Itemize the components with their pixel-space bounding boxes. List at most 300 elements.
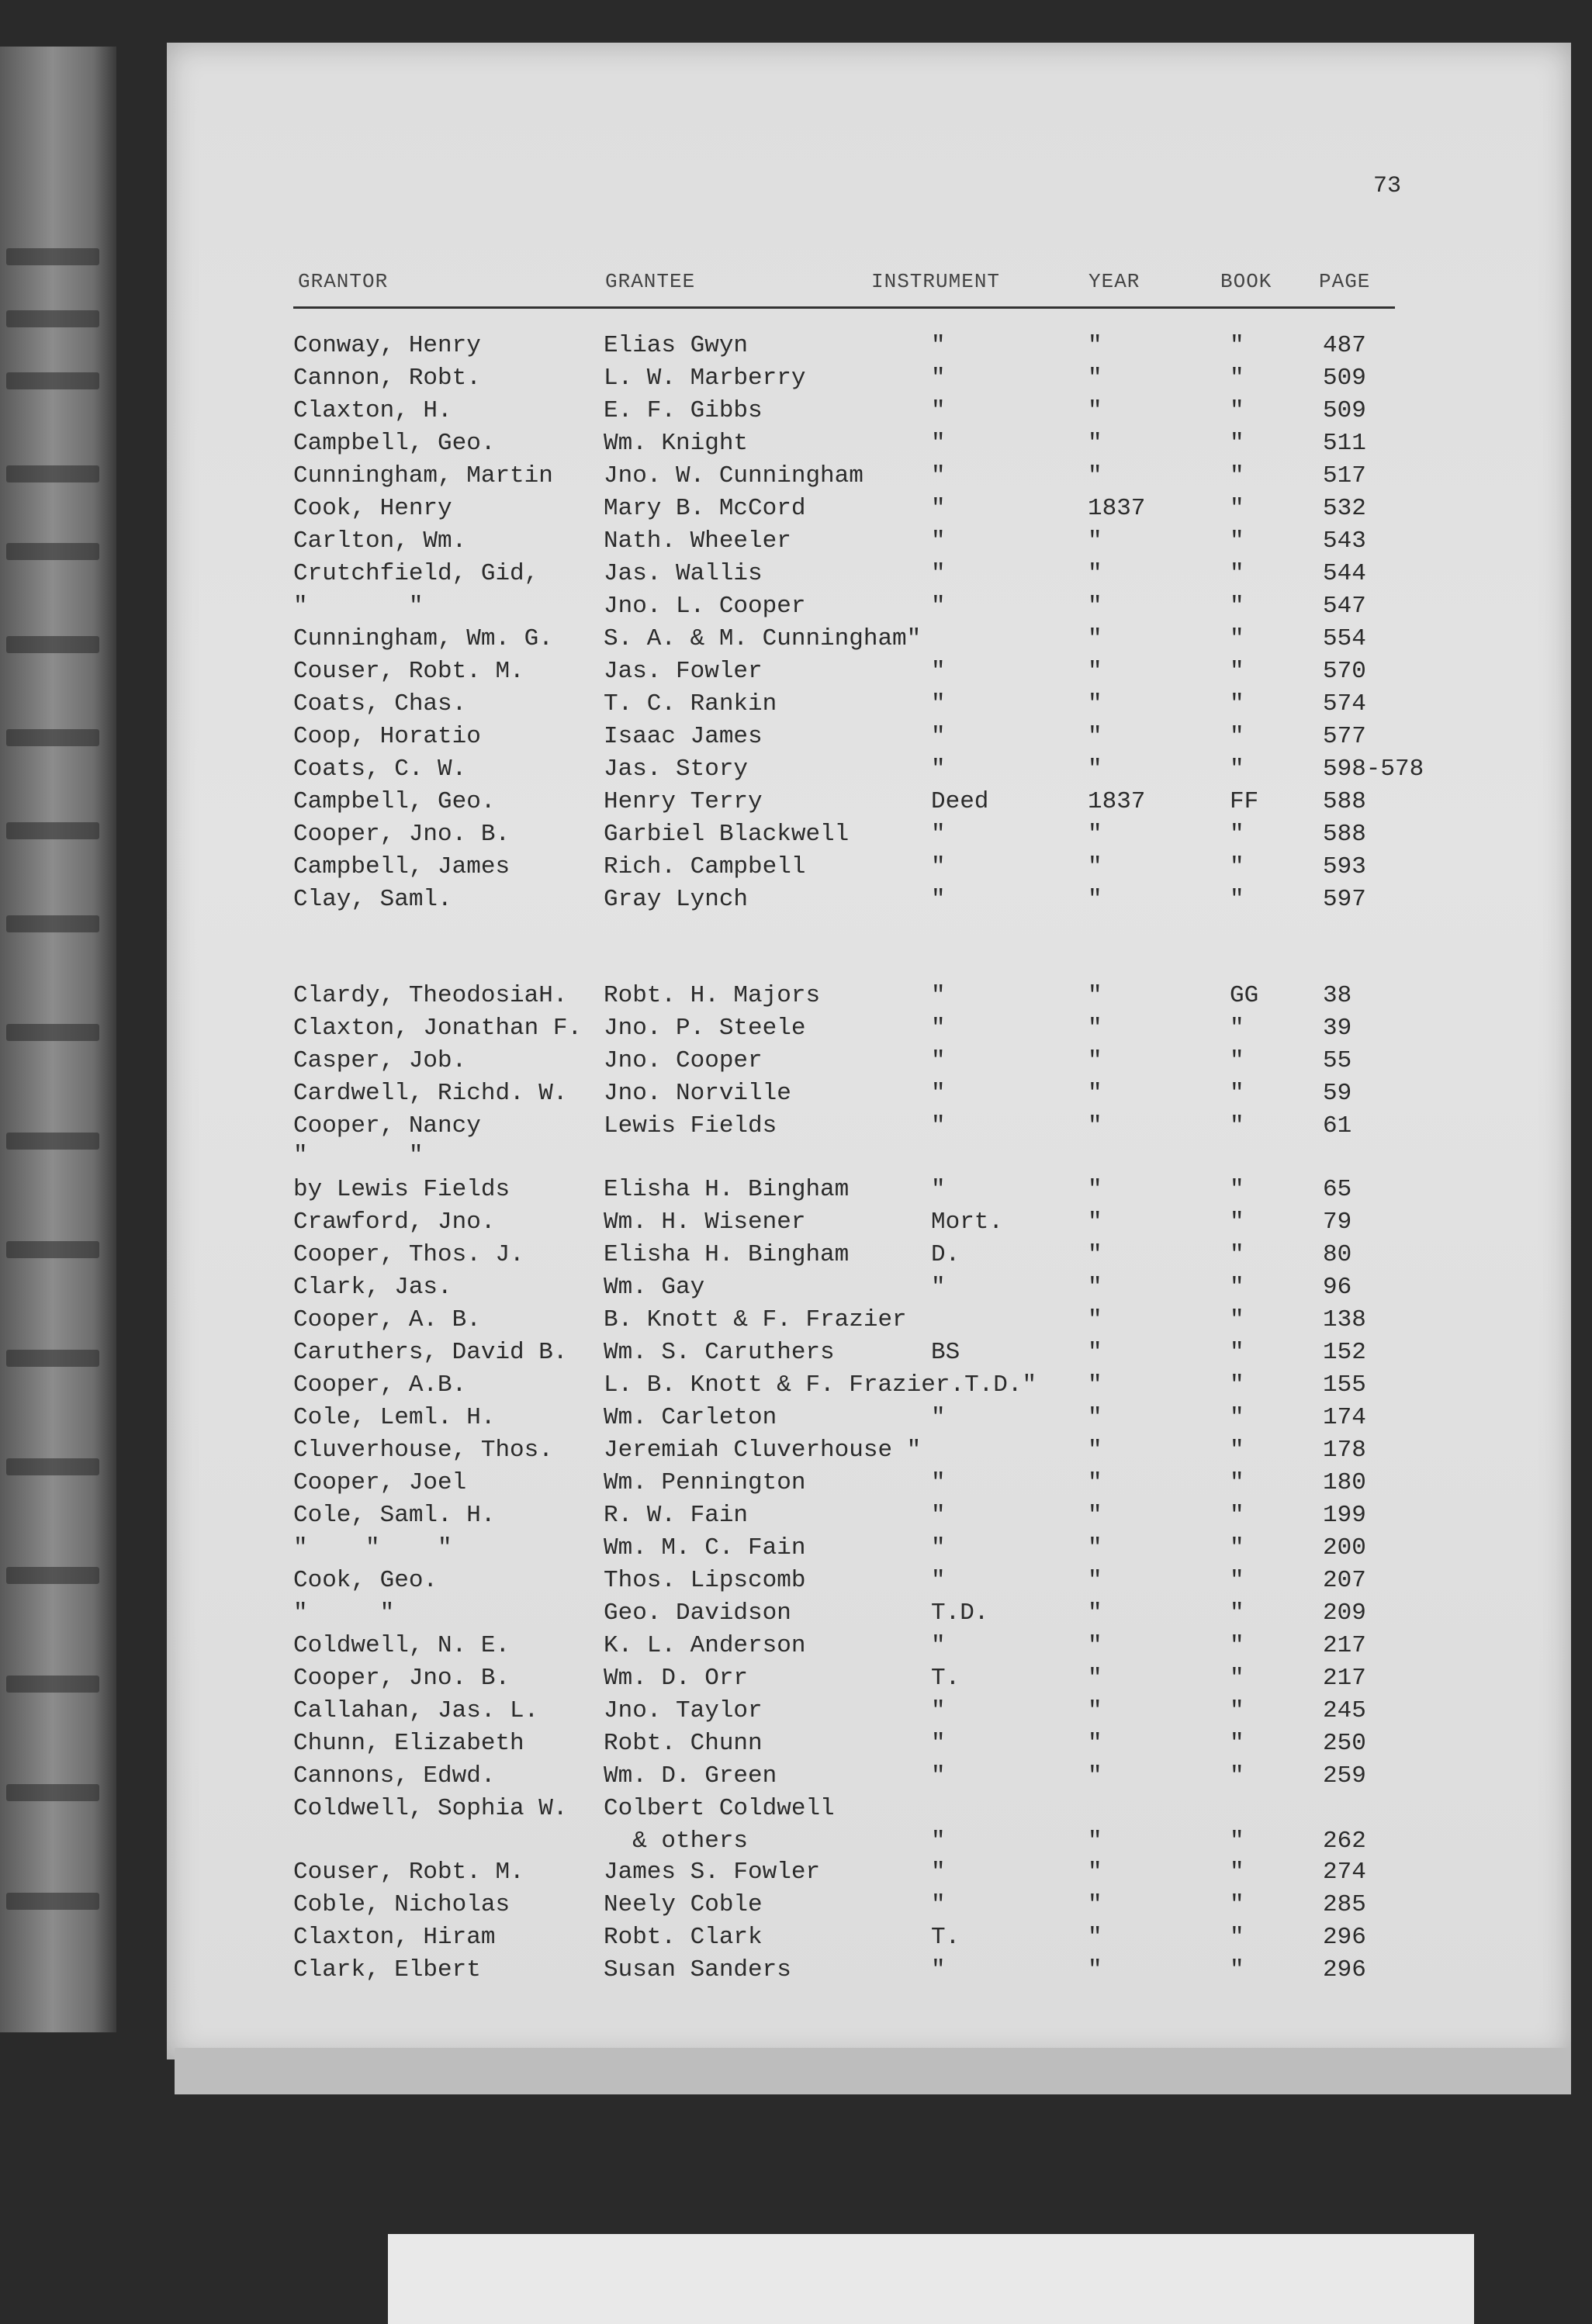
cell-instrument: " (931, 1469, 946, 1496)
cell-page: 511 (1323, 430, 1366, 457)
cell-instrument: " (931, 1730, 946, 1757)
cell-grantor: " " " (293, 1534, 452, 1561)
table-row (0, 366, 1474, 396)
cell-instrument: " (931, 886, 946, 913)
cell-grantee: L. B. Knott & F. Frazier.T.D." (604, 1371, 1037, 1399)
cell-page: 544 (1323, 560, 1366, 587)
table-row (0, 1275, 1474, 1305)
page-number: 73 (1373, 173, 1402, 199)
cell-page: 577 (1323, 723, 1366, 750)
cell-instrument: " (931, 527, 946, 555)
adjacent-page-text (6, 310, 99, 327)
cell-book: " (1230, 527, 1244, 555)
cell-instrument: " (931, 462, 946, 489)
cell-page: 59 (1323, 1080, 1352, 1107)
cell-book: " (1230, 1047, 1244, 1074)
cell-year: " (1088, 1567, 1102, 1594)
cell-year: " (1088, 1209, 1102, 1236)
cell-book: " (1230, 625, 1244, 652)
cell-book: " (1230, 1469, 1244, 1496)
table-row (0, 659, 1474, 689)
table-row (0, 594, 1474, 624)
cell-book: " (1230, 462, 1244, 489)
cell-year: " (1088, 1015, 1102, 1042)
cell-instrument: T.D. (931, 1599, 989, 1627)
cell-grantor: Cooper, A. B. (293, 1306, 481, 1333)
cell-grantee: Wm. M. C. Fain (604, 1534, 806, 1561)
cell-grantor: Coldwell, N. E. (293, 1632, 510, 1659)
column-header-row (293, 264, 1395, 309)
cell-year: 1837 (1088, 788, 1146, 815)
cell-grantor: Crutchfield, Gid, (293, 560, 539, 587)
cell-year: " (1088, 1956, 1102, 1983)
cell-year: " (1088, 1599, 1102, 1627)
cell-year: " (1088, 1080, 1102, 1107)
cell-page: 38 (1323, 982, 1352, 1009)
cell-book: " (1230, 397, 1244, 424)
cell-page: 180 (1323, 1469, 1366, 1496)
cell-grantee: Elias Gwyn (604, 332, 749, 359)
cell-grantee: Colbert Coldwell (604, 1795, 835, 1822)
cell-grantee: Jno. Taylor (604, 1697, 763, 1724)
cell-instrument: " (931, 1632, 946, 1659)
cell-page: 259 (1323, 1762, 1366, 1790)
header-grantor: GRANTOR (298, 270, 389, 293)
cell-instrument: " (931, 332, 946, 359)
cell-grantee: Nath. Wheeler (604, 527, 791, 555)
cell-page: 262 (1323, 1828, 1366, 1855)
cell-grantee: Jno. L. Cooper (604, 593, 806, 620)
cell-grantee: Wm. Carleton (604, 1404, 777, 1431)
cell-year: " (1088, 397, 1102, 424)
header-instrument: INSTRUMENT (871, 270, 1001, 293)
table-row (0, 334, 1474, 363)
table-row (0, 887, 1474, 917)
cell-book: " (1230, 1371, 1244, 1399)
cell-grantor: Coble, Nicholas (293, 1891, 510, 1918)
cell-instrument: BS (931, 1339, 960, 1366)
cell-instrument: Deed (931, 788, 989, 815)
cell-book: " (1230, 495, 1244, 522)
cell-grantee: Jno. Cooper (604, 1047, 763, 1074)
cell-grantee: Wm. D. Green (604, 1762, 777, 1790)
cell-grantor: Claxton, H. (293, 397, 452, 424)
table-row (0, 1666, 1474, 1696)
cell-grantee: Jno. Norville (604, 1080, 791, 1107)
cell-grantor: Couser, Robt. M. (293, 658, 524, 685)
table-row (0, 1143, 1474, 1173)
cell-page: 296 (1323, 1956, 1366, 1983)
cell-book: " (1230, 853, 1244, 880)
table-row (0, 1373, 1474, 1402)
cell-grantor: Crawford, Jno. (293, 1209, 496, 1236)
cell-grantee: S. A. & M. Cunningham" (604, 625, 922, 652)
cell-instrument: " (931, 821, 946, 848)
cell-instrument: " (931, 1112, 946, 1140)
table-row (0, 790, 1474, 819)
table-row (0, 1601, 1474, 1631)
header-year: YEAR (1088, 270, 1140, 293)
cell-book: " (1230, 1730, 1244, 1757)
cell-year: " (1088, 1404, 1102, 1431)
cell-grantee: Jno. P. Steele (604, 1015, 806, 1042)
cell-page: 96 (1323, 1274, 1352, 1301)
cell-instrument: " (931, 1176, 946, 1203)
cell-instrument: " (931, 1404, 946, 1431)
cell-page: 80 (1323, 1241, 1352, 1268)
cell-instrument: " (931, 1891, 946, 1918)
cell-instrument: " (931, 1567, 946, 1594)
cell-book: " (1230, 1176, 1244, 1203)
table-row (0, 562, 1474, 591)
cell-page: 200 (1323, 1534, 1366, 1561)
cell-page: 598-578 (1323, 756, 1424, 783)
cell-book: " (1230, 1437, 1244, 1464)
table-row (0, 1634, 1474, 1663)
cell-grantee: Wm. Knight (604, 430, 749, 457)
cell-grantor: Coop, Horatio (293, 723, 481, 750)
cell-grantee: Robt. Clark (604, 1924, 763, 1951)
table-row (0, 1340, 1474, 1370)
table-row (0, 855, 1474, 884)
table-row (0, 1958, 1474, 1987)
cell-instrument: " (931, 1956, 946, 1983)
cell-year: " (1088, 1176, 1102, 1203)
table-row (0, 627, 1474, 656)
cell-page: 199 (1323, 1502, 1366, 1529)
table-row (0, 1210, 1474, 1240)
cell-grantor: Coldwell, Sophia W. (293, 1795, 568, 1822)
cell-book: " (1230, 593, 1244, 620)
cell-book: " (1230, 1534, 1244, 1561)
table-row (0, 1829, 1474, 1859)
table-row (0, 1503, 1474, 1533)
cell-page: 547 (1323, 593, 1366, 620)
cell-year: " (1088, 593, 1102, 620)
cell-instrument: " (931, 1859, 946, 1886)
cell-grantee: Geo. Davidson (604, 1599, 791, 1627)
cell-grantee: & others (604, 1828, 749, 1855)
cell-year: " (1088, 560, 1102, 587)
cell-grantor: Cluverhouse, Thos. (293, 1437, 553, 1464)
cell-instrument: " (931, 430, 946, 457)
cell-page: 487 (1323, 332, 1366, 359)
cell-page: 217 (1323, 1632, 1366, 1659)
cell-year: " (1088, 658, 1102, 685)
cell-page: 217 (1323, 1665, 1366, 1692)
table-row (0, 1797, 1474, 1826)
cell-page: 588 (1323, 821, 1366, 848)
table-row (0, 1764, 1474, 1793)
cell-book: " (1230, 1209, 1244, 1236)
cell-book: " (1230, 1599, 1244, 1627)
cell-grantee: Jeremiah Cluverhouse " (604, 1437, 922, 1464)
cell-year: " (1088, 982, 1102, 1009)
cell-book: " (1230, 690, 1244, 718)
header-grantee: GRANTEE (605, 270, 696, 293)
cell-instrument: " (931, 1534, 946, 1561)
table-row (0, 1471, 1474, 1500)
cell-year: " (1088, 1762, 1102, 1790)
cell-instrument: " (931, 1828, 946, 1855)
cell-grantee: Robt. Chunn (604, 1730, 763, 1757)
cell-grantee: Lewis Fields (604, 1112, 777, 1140)
cell-page: 245 (1323, 1697, 1366, 1724)
adjacent-page-text (6, 248, 99, 265)
cell-grantor: Cardwell, Richd. W. (293, 1080, 568, 1107)
cell-instrument: " (931, 495, 946, 522)
table-row (0, 1049, 1474, 1078)
cell-grantee: Neely Coble (604, 1891, 763, 1918)
cell-book: " (1230, 365, 1244, 392)
cell-book: " (1230, 1241, 1244, 1268)
cell-page: 39 (1323, 1015, 1352, 1042)
cell-grantor: Campbell, Geo. (293, 788, 496, 815)
table-row (0, 1925, 1474, 1955)
cell-grantor: Cunningham, Wm. G. (293, 625, 553, 652)
cell-page: 574 (1323, 690, 1366, 718)
cell-page: 597 (1323, 886, 1366, 913)
cell-instrument: T. (931, 1924, 960, 1951)
cell-instrument: " (931, 1502, 946, 1529)
cell-grantor: " " (293, 1142, 424, 1169)
cell-instrument: " (931, 593, 946, 620)
cell-year: " (1088, 1697, 1102, 1724)
cell-instrument: " (931, 723, 946, 750)
cell-instrument: " (931, 658, 946, 685)
cell-book: " (1230, 1665, 1244, 1692)
cell-grantor: Claxton, Hiram (293, 1924, 496, 1951)
table-row (0, 1699, 1474, 1728)
cell-grantee: Gray Lynch (604, 886, 749, 913)
header-book: BOOK (1220, 270, 1272, 293)
cell-grantor: Caruthers, David B. (293, 1339, 568, 1366)
table-row (0, 1243, 1474, 1272)
table-row (0, 984, 1474, 1013)
cell-grantor: Cooper, Thos. J. (293, 1241, 524, 1268)
cell-year: " (1088, 1306, 1102, 1333)
cell-book: " (1230, 430, 1244, 457)
cell-grantor: Conway, Henry (293, 332, 481, 359)
cell-book: " (1230, 1891, 1244, 1918)
cell-grantee: Elisha H. Bingham (604, 1241, 850, 1268)
cell-grantee: Jas. Wallis (604, 560, 763, 587)
cell-page: 178 (1323, 1437, 1366, 1464)
cell-year: " (1088, 756, 1102, 783)
cell-year: " (1088, 1534, 1102, 1561)
cell-grantee: Rich. Campbell (604, 853, 806, 880)
cell-grantor: Coats, Chas. (293, 690, 467, 718)
cell-year: " (1088, 1828, 1102, 1855)
cell-instrument: " (931, 1047, 946, 1074)
table-row (0, 529, 1474, 559)
table-row (0, 399, 1474, 428)
table-row (0, 757, 1474, 787)
cell-year: " (1088, 1632, 1102, 1659)
cell-year: " (1088, 527, 1102, 555)
cell-book: " (1230, 560, 1244, 587)
cell-grantor: Cook, Geo. (293, 1567, 438, 1594)
cell-grantee: L. W. Marberry (604, 365, 806, 392)
cell-grantee: Robt. H. Majors (604, 982, 821, 1009)
table-row (0, 1081, 1474, 1111)
cell-instrument: " (931, 853, 946, 880)
cell-grantor: " " (293, 1599, 395, 1627)
table-row (0, 725, 1474, 754)
cell-grantor: Clark, Elbert (293, 1956, 481, 1983)
cell-year: " (1088, 853, 1102, 880)
cell-grantor: Casper, Job. (293, 1047, 467, 1074)
cell-book: " (1230, 1924, 1244, 1951)
cell-year: " (1088, 690, 1102, 718)
cell-page: 509 (1323, 365, 1366, 392)
cell-year: " (1088, 886, 1102, 913)
cell-grantor: Clay, Saml. (293, 886, 452, 913)
cell-year: " (1088, 332, 1102, 359)
cell-page: 209 (1323, 1599, 1366, 1627)
cell-year: " (1088, 1112, 1102, 1140)
cell-grantor: Couser, Robt. M. (293, 1859, 524, 1886)
cell-grantee: Jno. W. Cunningham (604, 462, 863, 489)
cell-book: " (1230, 886, 1244, 913)
cell-instrument: " (931, 560, 946, 587)
cell-grantor: Carlton, Wm. (293, 527, 467, 555)
cell-grantor: Campbell, James (293, 853, 510, 880)
cell-grantee: Wm. H. Wisener (604, 1209, 806, 1236)
cell-grantor: Claxton, Jonathan F. (293, 1015, 583, 1042)
cell-grantor: Campbell, Geo. (293, 430, 496, 457)
cell-book: " (1230, 1274, 1244, 1301)
cell-page: 517 (1323, 462, 1366, 489)
cell-page: 543 (1323, 527, 1366, 555)
cell-grantee: Susan Sanders (604, 1956, 791, 1983)
cell-page: 65 (1323, 1176, 1352, 1203)
cell-instrument: " (931, 1080, 946, 1107)
cell-page: 274 (1323, 1859, 1366, 1886)
cell-grantee: James S. Fowler (604, 1859, 821, 1886)
table-row (0, 1016, 1474, 1046)
cell-page: 532 (1323, 495, 1366, 522)
table-row (0, 464, 1474, 493)
cell-grantor: Clark, Jas. (293, 1274, 452, 1301)
cell-book: " (1230, 1632, 1244, 1659)
cell-grantor: Cooper, Jno. B. (293, 1665, 510, 1692)
cell-grantee: Jas. Story (604, 756, 749, 783)
cell-grantee: K. L. Anderson (604, 1632, 806, 1659)
cell-grantor: Cole, Saml. H. (293, 1502, 496, 1529)
cell-grantor: Cole, Leml. H. (293, 1404, 496, 1431)
cell-book: " (1230, 1859, 1244, 1886)
cell-grantor: Cunningham, Martin (293, 462, 553, 489)
cell-grantee: Wm. Pennington (604, 1469, 806, 1496)
cell-page: 55 (1323, 1047, 1352, 1074)
cell-year: " (1088, 1924, 1102, 1951)
cell-page: 174 (1323, 1404, 1366, 1431)
cell-year: " (1088, 1891, 1102, 1918)
cell-year: " (1088, 1730, 1102, 1757)
cell-grantor: Chunn, Elizabeth (293, 1730, 524, 1757)
table-row (0, 431, 1474, 461)
table-row (0, 1536, 1474, 1565)
cell-instrument: D. (931, 1241, 960, 1268)
scanner-strip (388, 2234, 1474, 2324)
cell-page: 155 (1323, 1371, 1366, 1399)
cell-year: " (1088, 430, 1102, 457)
cell-grantee: Jas. Fowler (604, 658, 763, 685)
cell-grantee: Elisha H. Bingham (604, 1176, 850, 1203)
cell-instrument: " (931, 1697, 946, 1724)
cell-year: " (1088, 821, 1102, 848)
cell-book: " (1230, 821, 1244, 848)
cell-year: " (1088, 365, 1102, 392)
cell-grantor: Cooper, Nancy (293, 1112, 481, 1140)
table-row (0, 1860, 1474, 1890)
cell-year: " (1088, 1859, 1102, 1886)
cell-page: 79 (1323, 1209, 1352, 1236)
cell-book: " (1230, 1502, 1244, 1529)
cell-grantee: Mary B. McCord (604, 495, 806, 522)
cell-book: GG (1230, 982, 1259, 1009)
cell-grantor: Cooper, Joel (293, 1469, 467, 1496)
cell-book: " (1230, 723, 1244, 750)
cell-grantee: Garbiel Blackwell (604, 821, 850, 848)
cell-page: 152 (1323, 1339, 1366, 1366)
cell-grantee: Henry Terry (604, 788, 763, 815)
cell-grantee: E. F. Gibbs (604, 397, 763, 424)
cell-book: " (1230, 1762, 1244, 1790)
page-edge (175, 2048, 1571, 2094)
cell-page: 509 (1323, 397, 1366, 424)
cell-year: " (1088, 723, 1102, 750)
cell-year: " (1088, 1274, 1102, 1301)
cell-grantor: Cooper, Jno. B. (293, 821, 510, 848)
cell-book: " (1230, 1404, 1244, 1431)
cell-book: " (1230, 1828, 1244, 1855)
table-row (0, 692, 1474, 721)
cell-year: " (1088, 1371, 1102, 1399)
cell-book: " (1230, 332, 1244, 359)
cell-instrument: " (931, 690, 946, 718)
cell-grantor: Clardy, TheodosiaH. (293, 982, 568, 1009)
cell-page: 593 (1323, 853, 1366, 880)
cell-year: " (1088, 1469, 1102, 1496)
cell-page: 570 (1323, 658, 1366, 685)
table-row (0, 1308, 1474, 1337)
cell-book: " (1230, 1697, 1244, 1724)
table-row (0, 1438, 1474, 1468)
cell-page: 554 (1323, 625, 1366, 652)
cell-grantee: Thos. Lipscomb (604, 1567, 806, 1594)
cell-year: " (1088, 1502, 1102, 1529)
cell-instrument: " (931, 397, 946, 424)
cell-grantor: Coats, C. W. (293, 756, 467, 783)
cell-instrument: " (931, 1762, 946, 1790)
cell-year: 1837 (1088, 495, 1146, 522)
cell-book: " (1230, 1956, 1244, 1983)
adjacent-page-text (6, 915, 99, 932)
table-row (0, 1731, 1474, 1761)
cell-page: 588 (1323, 788, 1366, 815)
cell-book: " (1230, 756, 1244, 783)
cell-grantor: by Lewis Fields (293, 1176, 510, 1203)
cell-year: " (1088, 462, 1102, 489)
cell-grantee: Wm. Gay (604, 1274, 705, 1301)
cell-instrument: Mort. (931, 1209, 1004, 1236)
cell-year: " (1088, 1047, 1102, 1074)
cell-year: " (1088, 1437, 1102, 1464)
cell-grantee: B. Knott & F. Frazier (604, 1306, 907, 1333)
table-row (0, 1406, 1474, 1435)
